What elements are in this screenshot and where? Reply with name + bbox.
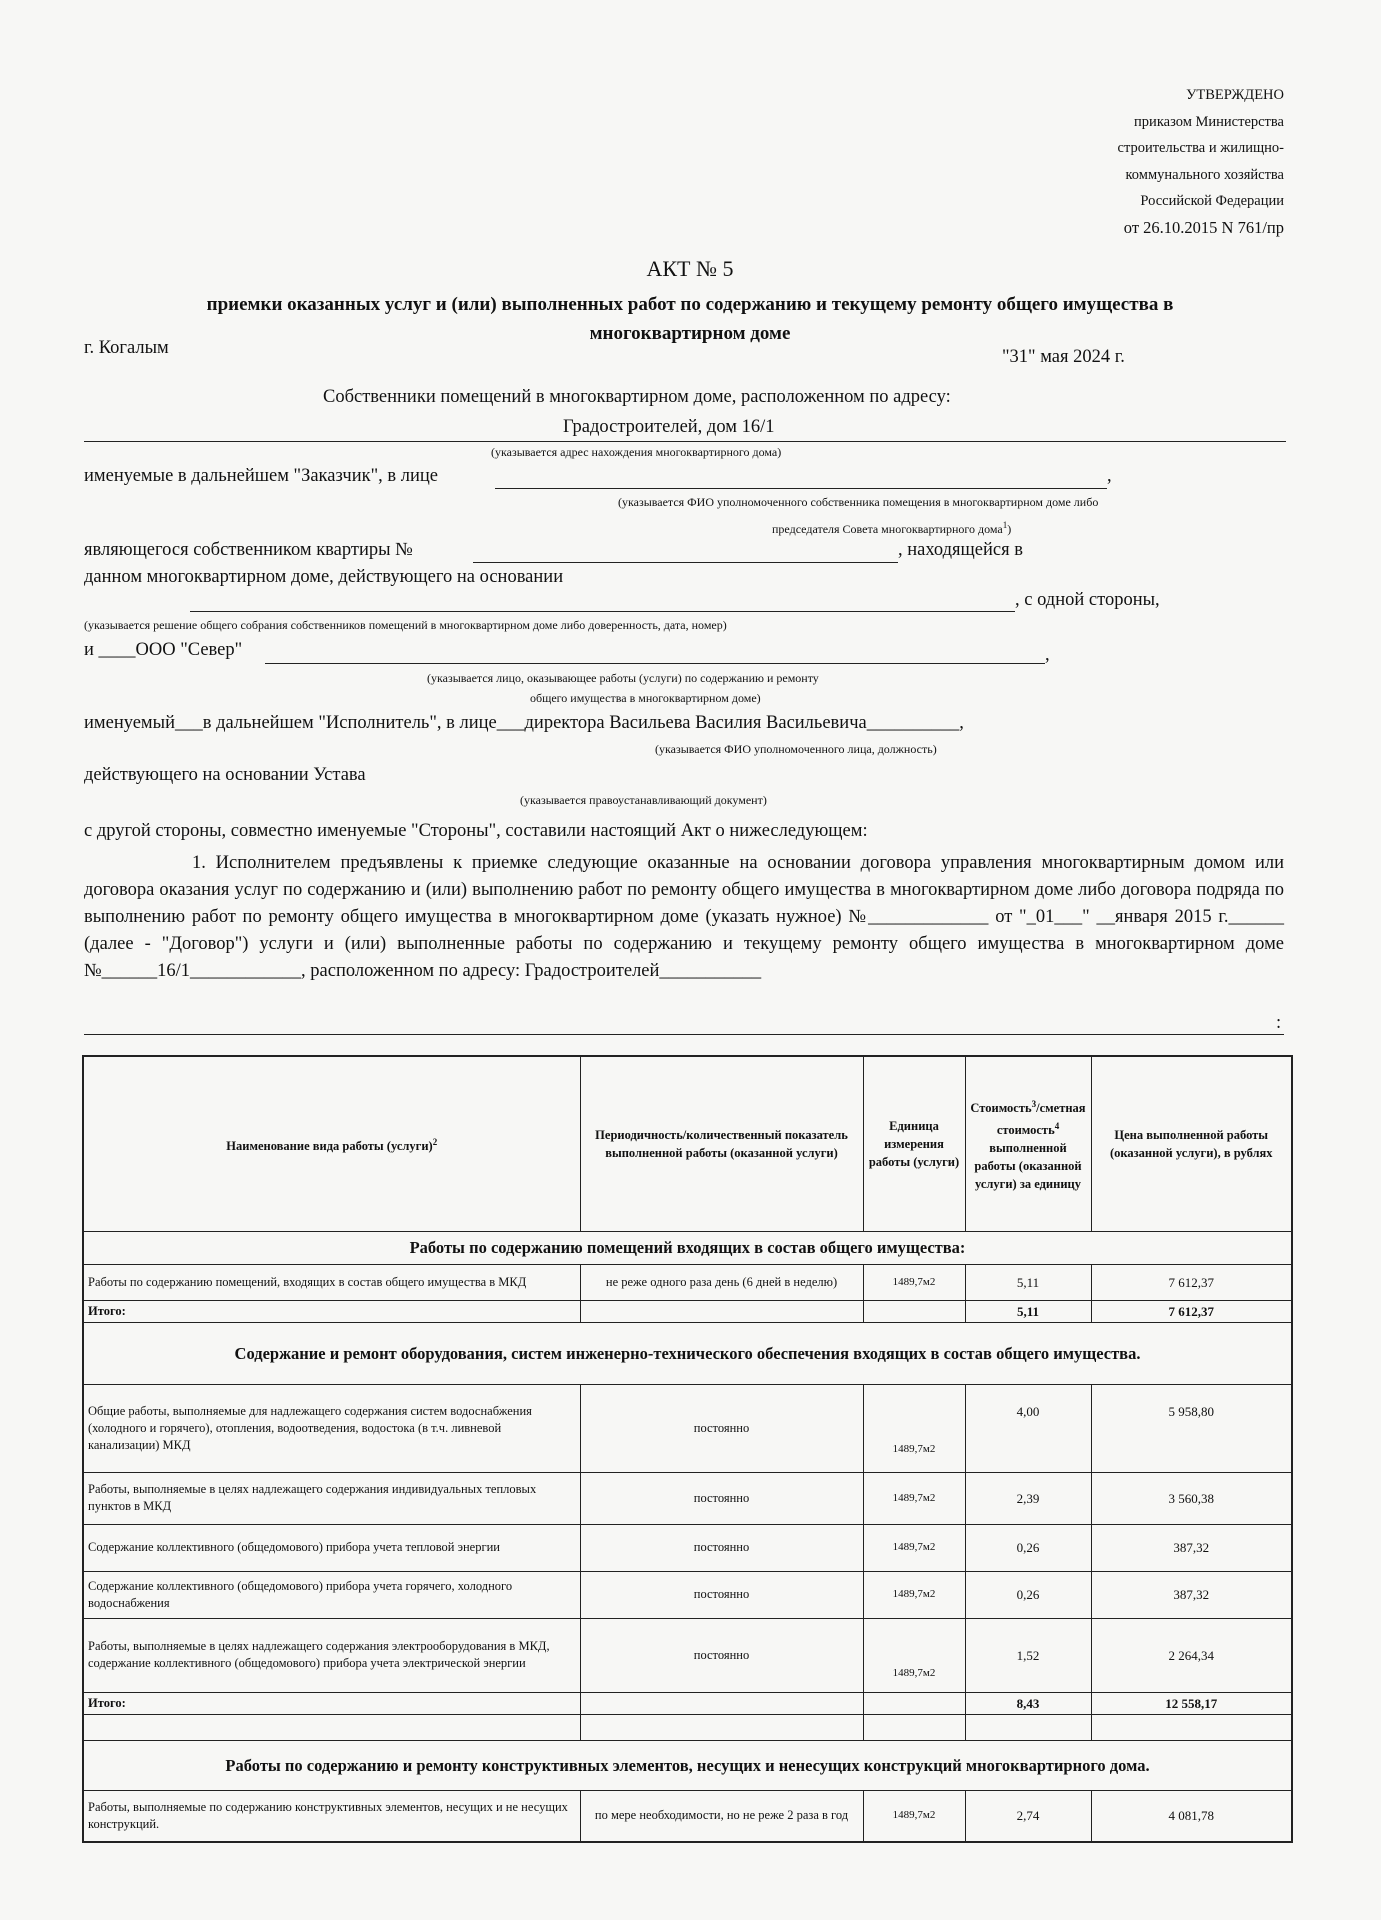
work-name: Работы по содержанию помещений, входящих в состав общего имущества в МКД [83,1264,580,1300]
work-unit: 1489,7м2 [863,1524,965,1571]
customer-note-end: ) [1007,522,1012,536]
empty-cell [1091,1714,1292,1740]
empty-cell [83,1714,580,1740]
act-date: "31" мая 2024 г. [1002,347,1125,367]
section-title: Работы по содержанию и ремонту конструктивных элементов, несущих и ненесущих конструкций многоквартирного дома. [83,1740,1292,1790]
total-label: Итого: [83,1692,580,1714]
empty-cell [580,1714,863,1740]
col-header-price: Цена выполненной работы (оказанной услуги), в рублях [1091,1056,1292,1231]
approval-line: УТВЕРЖДЕНО [1186,87,1284,103]
total-cost: 5,11 [965,1300,1091,1322]
table-row [83,1618,1292,1692]
customer-note [772,520,1011,537]
work-period: постоянно [580,1618,863,1692]
section-row [83,1740,1292,1790]
table-row [83,1571,1292,1618]
approval-line: Российской Федерации [1140,193,1284,209]
work-unit: 1489,7м2 [863,1571,965,1618]
approval-line: приказом Министерства [1134,113,1284,130]
located-text: , находящейся в [898,540,1023,560]
work-price: 387,32 [1091,1524,1292,1571]
header-text: Стоимость [970,1100,1032,1115]
section-title: Работы по содержанию помещений входящих в состав общего имущества: [83,1231,1292,1264]
works-table [82,1055,1293,1843]
work-period: не реже одного раза день (6 дней в неделю) [580,1264,863,1300]
table-row [83,1384,1292,1472]
work-name: Общие работы, выполняемые для надлежащего содержания систем водоснабжения (холодного и горячего), отопления, водоотведения, водостока (в т.ч. ливневой канализации) МКД [83,1384,580,1472]
approval-line: строительства и жилищно- [1117,140,1284,156]
basis-text: действующего на основании Устава [84,765,366,785]
work-price: 2 264,34 [1091,1618,1292,1692]
total-row [83,1300,1292,1322]
work-cost: 0,26 [965,1571,1091,1618]
act-number: АКТ № 5 [646,256,734,281]
colon: : [1276,1013,1282,1033]
address-line [84,441,1286,442]
total-label: Итого: [83,1300,580,1322]
empty-cell [863,1300,965,1322]
col-header-unit: Единица измерения работы (услуги) [863,1056,965,1231]
empty-cell [580,1300,863,1322]
act-title [80,290,1300,348]
work-price: 3 560,38 [1091,1472,1292,1524]
total-price: 7 612,37 [1091,1300,1292,1322]
work-cost: 2,39 [965,1472,1091,1524]
act-title-line: приемки оказанных услуг и (или) выполненных работ по содержанию и текущему ремонту общего имущества в [206,294,1174,315]
work-name: Содержание коллективного (общедомового) прибора учета горячего, холодного водоснабжения [83,1571,580,1618]
footnote-mark: 1 [1002,520,1008,530]
footnote-mark: 2 [432,1136,438,1147]
work-unit: 1489,7м2 [863,1618,965,1692]
empty-cell [863,1714,965,1740]
contractor-label: и ____ООО "Север" [84,640,243,660]
work-price: 5 958,80 [1091,1384,1292,1472]
section-row [83,1322,1292,1384]
col-header-period: Периодичность/количественный показатель выполненной работы (оказанной услуги) [580,1056,863,1231]
work-cost: 2,74 [965,1790,1091,1842]
customer-note-text: председателя Совета многоквартирного дома [772,522,1003,536]
executor-text: именуемый___в дальнейшем "Исполнитель", в лице___директора Васильева Василия Васильевича__________, [84,713,964,733]
work-unit: 1489,7м2 [863,1472,965,1524]
city: г. Когалым [84,338,169,358]
contractor-note: общего имущества в многоквартирном доме) [530,691,761,705]
work-unit: 1489,7м2 [863,1384,965,1472]
empty-cell [580,1692,863,1714]
work-name: Работы, выполняемые по содержанию конструктивных элементов, несущих и не несущих конструкций. [83,1790,580,1842]
table-row [83,1264,1292,1300]
footnote-mark: 3 [1031,1098,1037,1109]
apartment-line [473,562,898,563]
other-side-text: с другой стороны, совместно именуемые "Стороны", составили настоящий Акт о нижеследующем: [84,821,868,841]
col-header-name [83,1056,580,1231]
act-title-line: многоквартирном доме [589,323,791,344]
basis-line [190,611,1015,612]
work-unit: 1489,7м2 [863,1790,965,1842]
address-fill-line [84,1034,1284,1035]
customer-text: именуемые в дальнейшем "Заказчик", в лице [84,466,439,486]
header-text: /сметная стоимость [996,1100,1086,1137]
work-period: постоянно [580,1472,863,1524]
work-cost: 0,26 [965,1524,1091,1571]
work-price: 4 081,78 [1091,1790,1292,1842]
approval-stamp [1118,82,1284,241]
total-price: 12 558,17 [1091,1692,1292,1714]
basis-note: (указывается правоустанавливающий документ) [520,793,767,807]
total-cost: 8,43 [965,1692,1091,1714]
approval-line: коммунального хозяйства [1125,166,1284,183]
work-cost: 5,11 [965,1264,1091,1300]
contractor-comma: , [1045,645,1050,665]
contractor-line [265,663,1045,664]
header-text: выполненной работы (оказанной услуги) за единицу [974,1140,1082,1191]
work-period: постоянно [580,1384,863,1472]
section-row [83,1231,1292,1264]
clause-1: 1. Исполнителем предъявлены к приемке следующие оказанные на основании договора управления многоквартирным домом или договора оказания услуг по содержанию и (или) выполнению работ по ремонту общего имущества в многоквартирном доме либо договора подряда по выполнению работ по ремонту общего имущества в многоквартирном доме (указать нужное) №_____________ от "_01___" __января 2015 г.______ (далее - "Договор") услуги и (или) выполненные работы по содержанию и текущему ремонту общего имущества в многоквартирном доме №______16/1____________, расположенном по адресу: Градостроителей___________ [84,853,1284,981]
table-row [83,1790,1292,1842]
section-title: Содержание и ремонт оборудования, систем инженерно-технического обеспечения входящих в состав общего имущества. [83,1322,1292,1384]
contractor-note: (указывается лицо, оказывающее работы (услуги) по содержанию и ремонту [427,671,819,685]
owner-apartment-text: являющегося собственником квартиры № [84,540,413,560]
executor-note: (указывается ФИО уполномоченного лица, должность) [655,742,937,756]
work-name: Работы, выполняемые в целях надлежащего содержания электрооборудования в МКД, содержание коллективного (общедомового) прибора учета электрической энергии [83,1618,580,1692]
header-text: Наименование вида работы (услуги) [226,1138,433,1153]
work-price: 7 612,37 [1091,1264,1292,1300]
work-name: Содержание коллективного (общедомового) прибора учета тепловой энергии [83,1524,580,1571]
owners-text: Собственники помещений в многоквартирном доме, расположенном по адресу: [323,387,951,407]
in-building-text: данном многоквартирном доме, действующего на основании [84,567,564,587]
work-unit: 1489,7м2 [863,1264,965,1300]
work-cost: 1,52 [965,1618,1091,1692]
empty-cell [965,1714,1091,1740]
one-side-text: , с одной стороны, [1015,590,1160,610]
empty-cell [863,1692,965,1714]
work-price: 387,32 [1091,1571,1292,1618]
address-note: (указывается адрес нахождения многоквартирного дома) [491,445,782,459]
work-period: постоянно [580,1524,863,1571]
work-cost: 4,00 [965,1384,1091,1472]
table-row [83,1524,1292,1571]
building-address: Градостроителей, дом 16/1 [563,417,775,437]
customer-note: (указывается ФИО уполномоченного собственника помещения в многоквартирном доме либо [618,495,1099,509]
approval-line: от 26.10.2015 N 761/пр [1123,217,1284,237]
col-header-cost [965,1056,1091,1231]
work-period: постоянно [580,1571,863,1618]
table-row [83,1472,1292,1524]
empty-row [83,1714,1292,1740]
total-row [83,1692,1292,1714]
customer-comma: , [1107,466,1112,486]
work-name: Работы, выполняемые в целях надлежащего содержания индивидуальных тепловых пунктов в МКД [83,1472,580,1524]
customer-line [495,488,1107,489]
footnote-mark: 4 [1054,1120,1060,1131]
decision-note: (указывается решение общего собрания собственников помещений в многоквартирном доме либо доверенность, дата, номер) [84,618,727,632]
table-header-row [83,1056,1292,1231]
work-period: по мере необходимости, но не реже 2 раза в год [580,1790,863,1842]
